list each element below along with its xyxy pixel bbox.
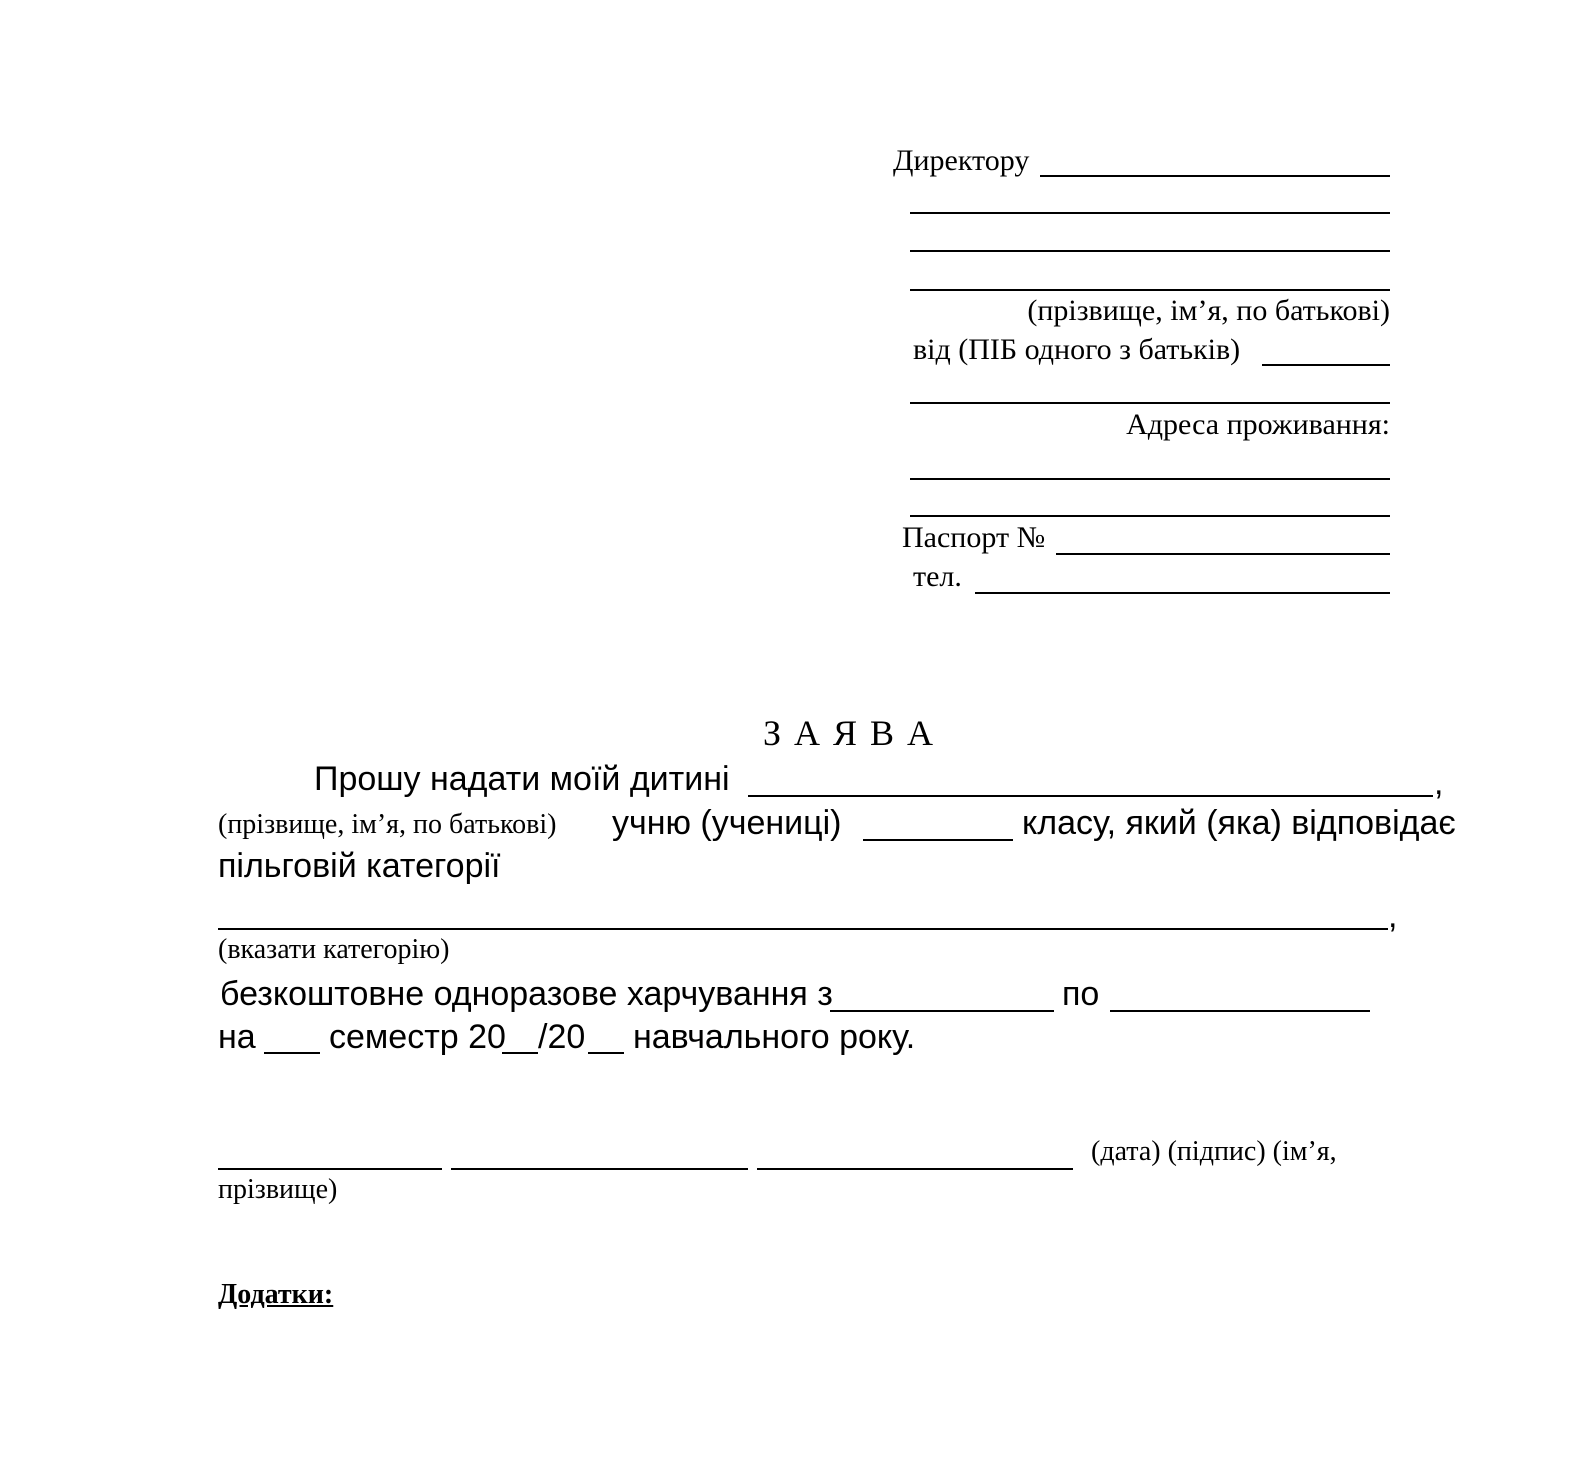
parent-name-line[interactable] (1262, 364, 1390, 366)
child-name-line[interactable] (748, 795, 1433, 797)
to-text: по (1062, 975, 1100, 1013)
blank-line[interactable] (910, 212, 1390, 214)
from-label: від (ПІБ одного з батьків) (913, 333, 1241, 366)
passport-line[interactable] (1056, 553, 1390, 555)
comma: , (1434, 764, 1444, 802)
category-text: пільговій категорії (218, 847, 501, 885)
request-text: Прошу надати моїй дитині (314, 760, 730, 798)
category-line[interactable] (218, 928, 1388, 930)
attachments-label: Додатки: (218, 1279, 334, 1310)
address-line[interactable] (910, 515, 1390, 517)
meal-text: безкоштовне одноразове харчування з (220, 975, 833, 1013)
signature-hints: (дата) (підпис) (ім’я, (1091, 1136, 1337, 1167)
on-text: на (218, 1018, 256, 1056)
blank-line[interactable] (910, 250, 1390, 252)
class-line[interactable] (863, 839, 1013, 841)
passport-label: Паспорт № (902, 521, 1046, 554)
blank-line[interactable] (910, 289, 1390, 291)
director-label: Директору (893, 144, 1030, 177)
page-title: З А Я В А (763, 713, 936, 753)
blank-line[interactable] (910, 402, 1390, 404)
class-text: класу, який (яка) відповідає (1022, 804, 1456, 842)
academic-year-text: навчального року. (633, 1018, 916, 1056)
date-from-line[interactable] (830, 1010, 1054, 1012)
address-line[interactable] (910, 478, 1390, 480)
date-to-line[interactable] (1110, 1010, 1370, 1012)
semester-line[interactable] (264, 1052, 320, 1054)
signature-line[interactable] (451, 1168, 748, 1170)
category-hint: (вказати категорію) (218, 934, 450, 965)
semester-text: семестр 20 (329, 1018, 506, 1056)
year-separator: /20 (538, 1018, 586, 1056)
director-name-line[interactable] (1040, 175, 1390, 177)
comma: , (1388, 897, 1398, 935)
child-name-hint: (прізвище, ім’я, по батькові) (218, 809, 557, 840)
signature-hints-cont: прізвище) (218, 1174, 338, 1205)
phone-label: тел. (913, 560, 962, 593)
full-name-line[interactable] (757, 1168, 1073, 1170)
year2-line[interactable] (588, 1052, 624, 1054)
address-label: Адреса проживання: (1126, 408, 1390, 441)
date-signature-line[interactable] (218, 1168, 442, 1170)
name-hint: (прізвище, ім’я, по батькові) (1027, 294, 1390, 327)
year1-line[interactable] (502, 1052, 538, 1054)
student-text: учню (учениці) (612, 804, 842, 842)
phone-line[interactable] (975, 592, 1390, 594)
